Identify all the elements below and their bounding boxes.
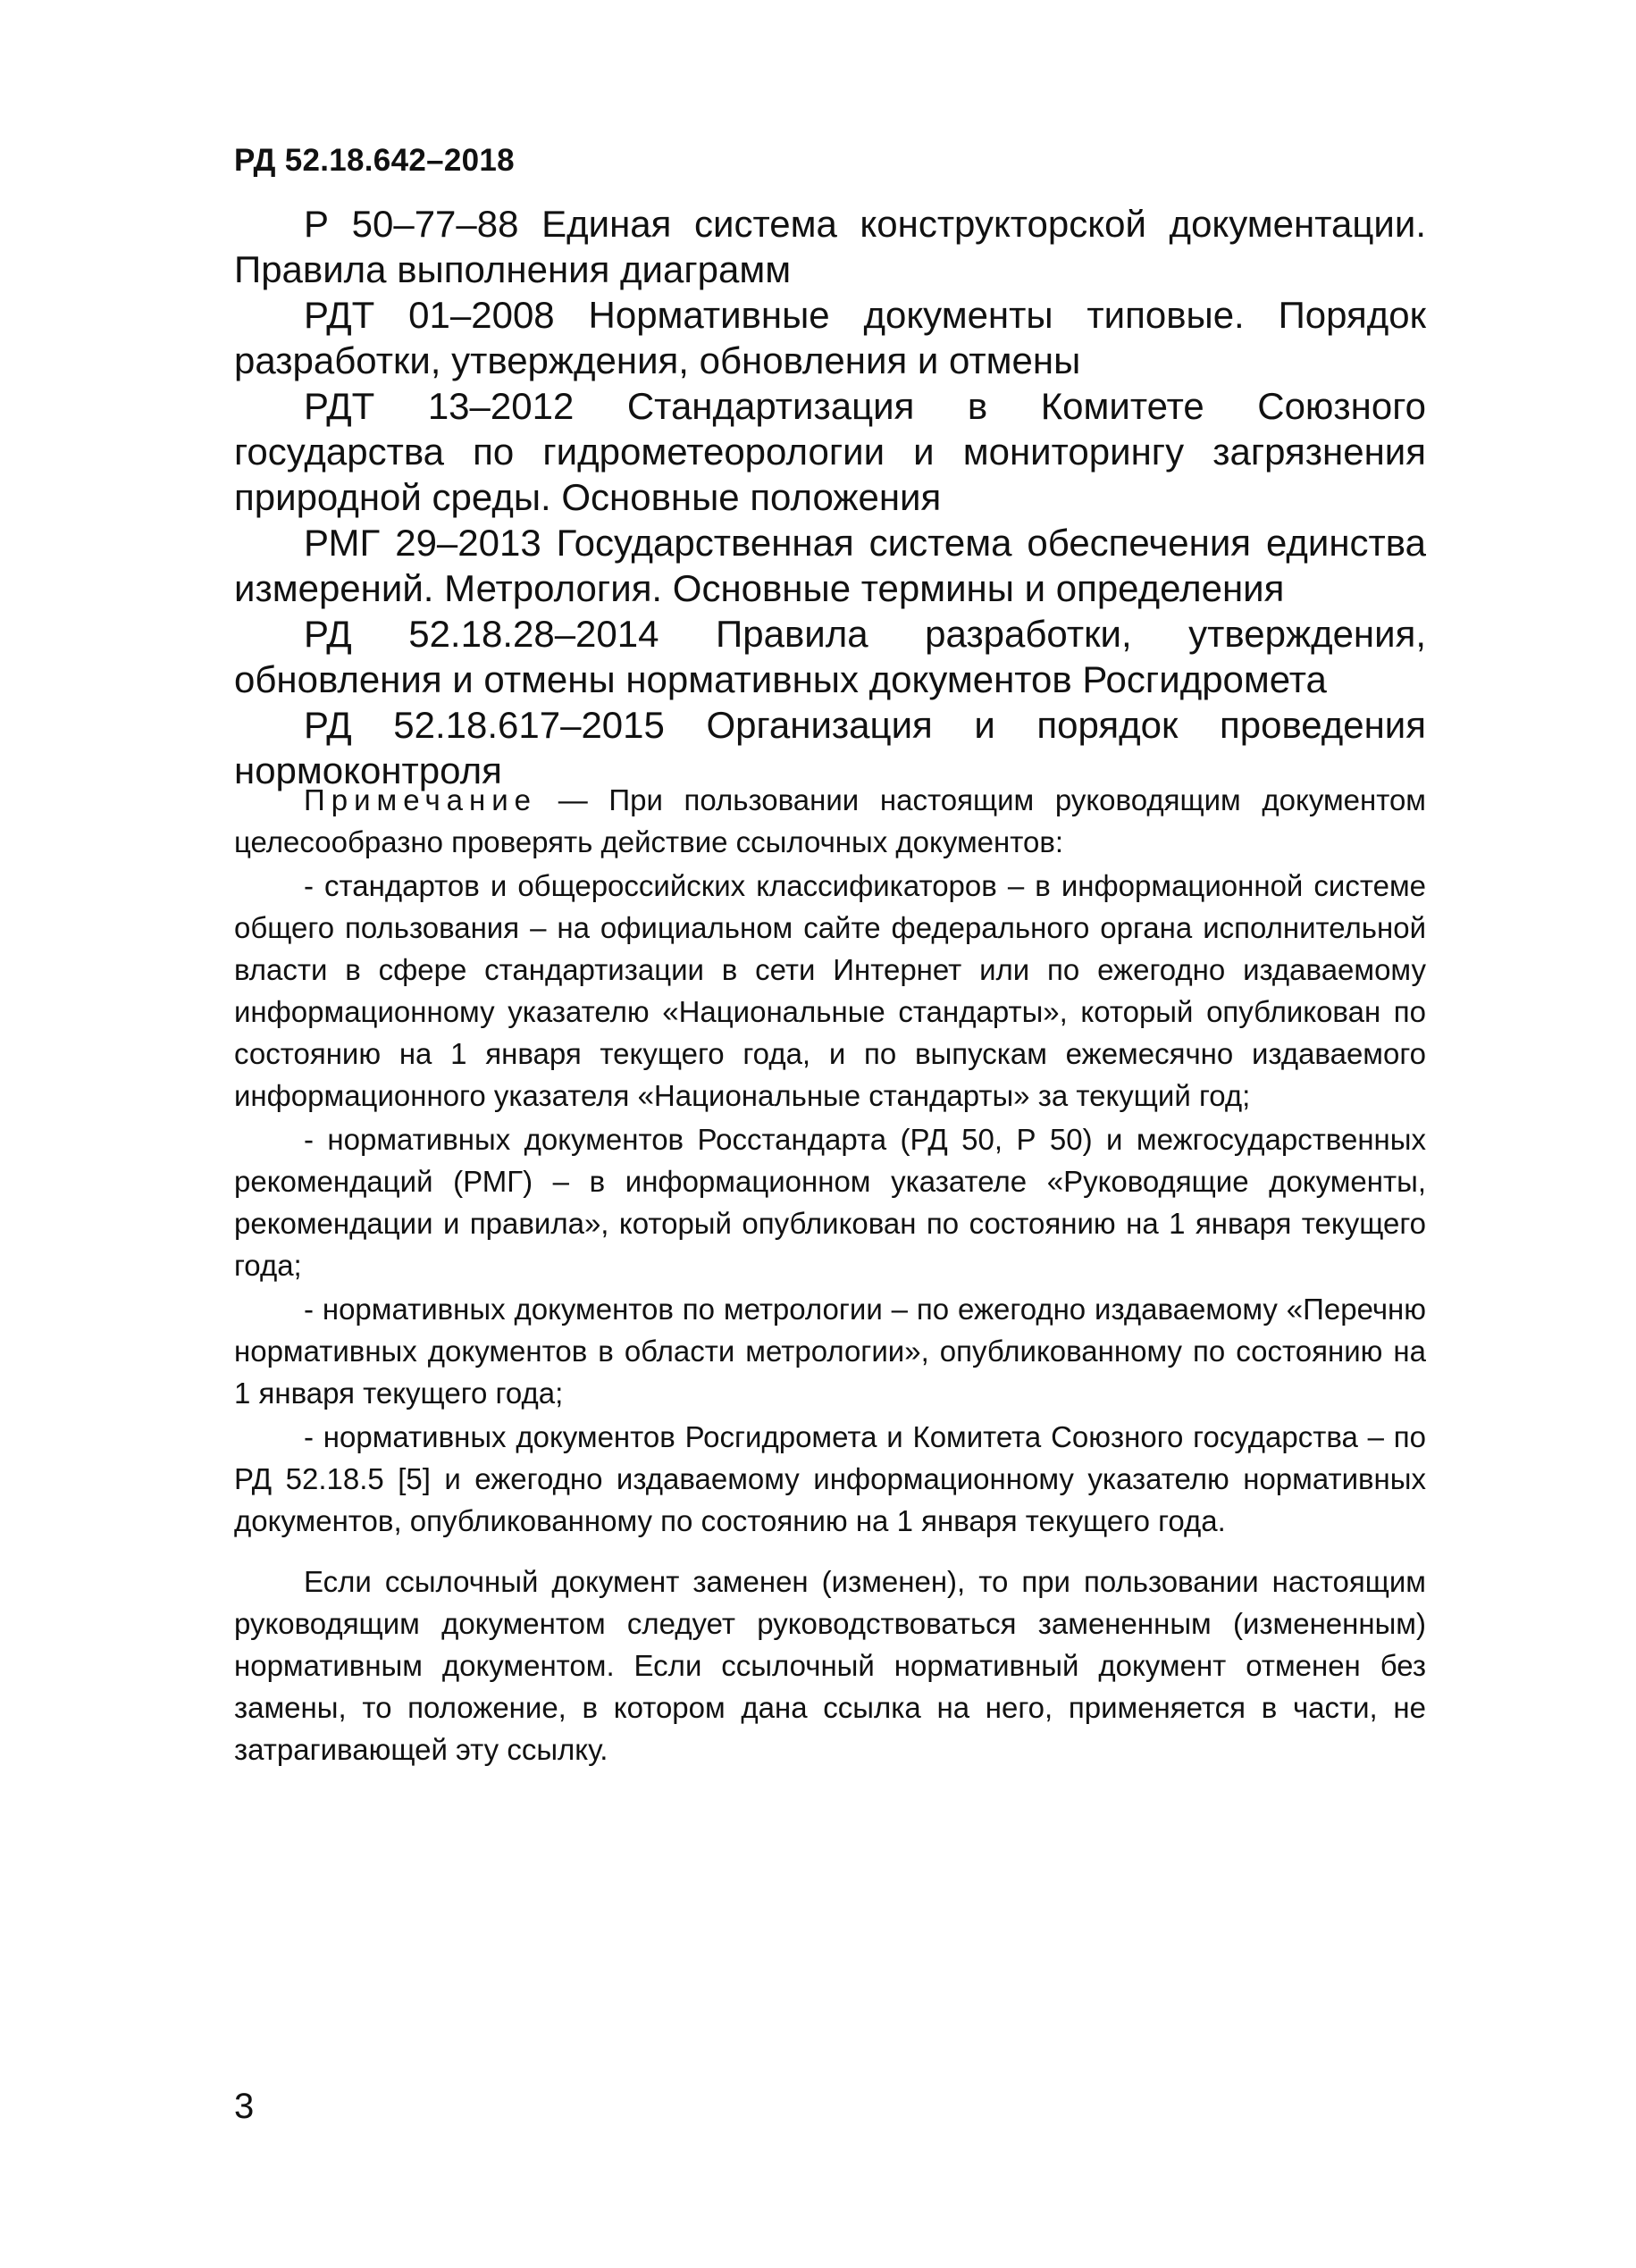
note-intro-paragraph [234,779,1426,863]
note-item: - стандартов и общероссийских классификаторов – в информационной системе общего пользования – на официальном сайте федерального органа исполнительной власти в сфере стандартизации в сети Интернет или по ежегодно издаваемому информационному указателю «Национальные стандарты», который опубликован по состоянию на 1 января текущего года, и по выпускам ежемесячно издаваемого информационного указателя «Национальные стандарты» за текущий год; [234,869,1426,1112]
note-item: - нормативных документов Росстандарта (РД 50, Р 50) и межгосударственных рекомендаций (РМГ) – в информационном указателе «Руководящие документы, рекомендации и правила», который опубликован по состоянию на 1 января текущего года; [234,1123,1426,1282]
note-block [234,779,1426,1544]
reference-item: РД 52.18.28–2014 Правила разработки, утверждения, обновления и отмены нормативных документов Росгидромета [234,613,1426,700]
note-label: Примечание [304,783,538,816]
reference-item: РДТ 01–2008 Нормативные документы типовые. Порядок разработки, утверждения, обновления и отмены [234,294,1426,381]
reference-item: Р 50–77–88 Единая система конструкторской документации. Правила выполнения диаграмм [234,203,1426,290]
document-code-header: РД 52.18.642–2018 [234,143,515,178]
note-item: - нормативных документов по метрологии – по ежегодно издаваемому «Перечню нормативных документов в области метрологии», опубликованному по состоянию на 1 января текущего года; [234,1293,1426,1410]
closing-paragraph: Если ссылочный документ заменен (изменен), то при пользовании настоящим руководящим документом следует руководствоваться замененным (измененным) нормативным документом. Если ссылочный нормативный документ отменен без замены, то положение, в котором дана ссылка на него, применяется в части, не затрагивающей эту ссылку. [234,1565,1426,1766]
reference-item: РДТ 13–2012 Стандартизация в Комитете Союзного государства по гидрометеорологии и мониторингу загрязнения природной среды. Основные положения [234,385,1426,518]
reference-item: РМГ 29–2013 Государственная система обеспечения единства измерений. Метрология. Основные термины и определения [234,522,1426,609]
note-item: - нормативных документов Росгидромета и Комитета Союзного государства – по РД 52.18.5 [5] и ежегодно издаваемому информационному указателю нормативных документов, опубликованному по состоянию на 1 января текущего года. [234,1420,1426,1537]
normative-references-list [234,201,1426,793]
reference-item: РД 52.18.617–2015 Организация и порядок проведения нормоконтроля [234,704,1426,791]
page-number: 3 [234,2087,255,2126]
note-intro-text: — При пользовании настоящим руководящим документом целесообразно проверять действие ссылочных документов: [234,783,1426,858]
